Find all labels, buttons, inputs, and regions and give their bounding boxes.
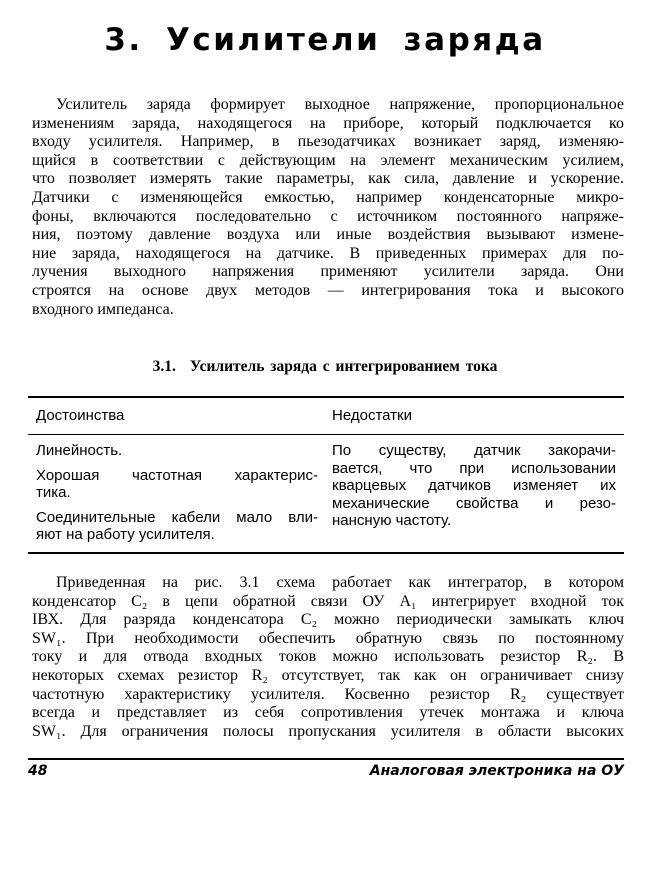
text-line: входу усилителя. Например, в пьезодатчиках возникает заряд, изменяю- <box>32 133 624 151</box>
text-line: Соединительные кабели мало вли- <box>36 509 318 526</box>
section-title: Усилитель заряда с интегрированием тока <box>189 358 498 375</box>
text-line: некоторых схемах резистор R₂ отсутствует, так как он ограничивает снизу <box>32 666 624 684</box>
text-line: вается, что при использовании <box>332 459 616 477</box>
text-line: SW₁. Для ограничения полосы пропускания усилителя в области высоких <box>32 722 624 740</box>
page-number: 48 <box>28 763 48 779</box>
chapter-title: 3. Усилители заряда <box>104 22 546 58</box>
body-paragraph <box>32 574 624 741</box>
text-line: ния, поэтому давление воздуха или иные воздействия вызывают измене- <box>32 226 624 244</box>
text-line: строятся на основе двух методов — интегрирования тока и высокого <box>32 281 624 299</box>
text-line: Приведенная на рис. 3.1 схема работает как интегратор, в котором <box>56 574 624 591</box>
text-line: кварцевых датчиков изменяет их <box>332 477 616 494</box>
intro-paragraph <box>32 96 624 319</box>
text-line: току и для отвода входных токов можно использовать резистор R₂. В <box>32 648 624 666</box>
section-number: 3.1. <box>152 358 176 375</box>
text-line: Датчики с изменяющейся емкостью, например конденсаторные микро- <box>32 188 624 206</box>
footer-rule <box>28 758 624 760</box>
text-line: Линейность. <box>36 442 123 459</box>
text-line: SW₁. При необходимости обеспечить обратную связь по постоянному <box>32 629 624 647</box>
text-line: По существу, датчик закорачи- <box>332 442 616 459</box>
text-line: щийся в соответствии с действующим на элемент механическим усилием, <box>32 151 624 169</box>
running-title: Аналоговая электроника на ОУ <box>369 763 624 779</box>
text-line: фоны, включаются последовательно с источником постоянного напряже- <box>32 207 624 225</box>
section-heading <box>0 357 650 377</box>
text-line: нансную частоту. <box>332 512 452 529</box>
text-line: ние заряда, находящегося на датчике. В приведенных примерах для по- <box>32 244 624 262</box>
text-line: Усилитель заряда формирует выходное напряжение, пропорциональное <box>56 96 624 113</box>
text-line: входного импеданса. <box>32 300 174 318</box>
text-line: IВХ. Для разряда конденсатора C₂ можно периодически замыкать ключ <box>32 611 624 629</box>
text-line: что позволяет измерять такие параметры, как сила, давление и ускорение. <box>32 170 624 188</box>
text-line: изменениям заряда, находящегося на приборе, который подключается ко <box>32 114 624 132</box>
text-line: всегда и представляет из себя сопротивления утечек монтажа и ключа <box>32 704 624 722</box>
text-line: яют на работу усилителя. <box>36 526 215 543</box>
table-header-rule <box>28 434 624 435</box>
text-line: Хорошая частотная характерис- <box>36 467 318 484</box>
advantage-item <box>36 442 318 459</box>
disadvantages-cell <box>332 442 616 530</box>
header-advantages: Достоинства <box>36 407 125 424</box>
header-disadvantages: Недостатки <box>332 407 412 424</box>
advantage-item <box>36 467 318 501</box>
table-bottom-rule <box>28 552 624 554</box>
text-line: лучения выходного напряжения применяют усилители заряда. Они <box>32 263 624 281</box>
advantages-cell <box>36 442 318 551</box>
text-line: механические свойства и резо- <box>332 494 616 512</box>
table-top-rule <box>28 396 624 398</box>
text-line: тика. <box>36 484 71 501</box>
text-line: конденсатор C₂ в цепи обратной связи ОУ A₁ интегрирует входной ток <box>32 592 624 610</box>
advantage-item <box>36 509 318 543</box>
text-line: частотную характеристику усилителя. Косвенно резистор R₂ существует <box>32 685 624 703</box>
